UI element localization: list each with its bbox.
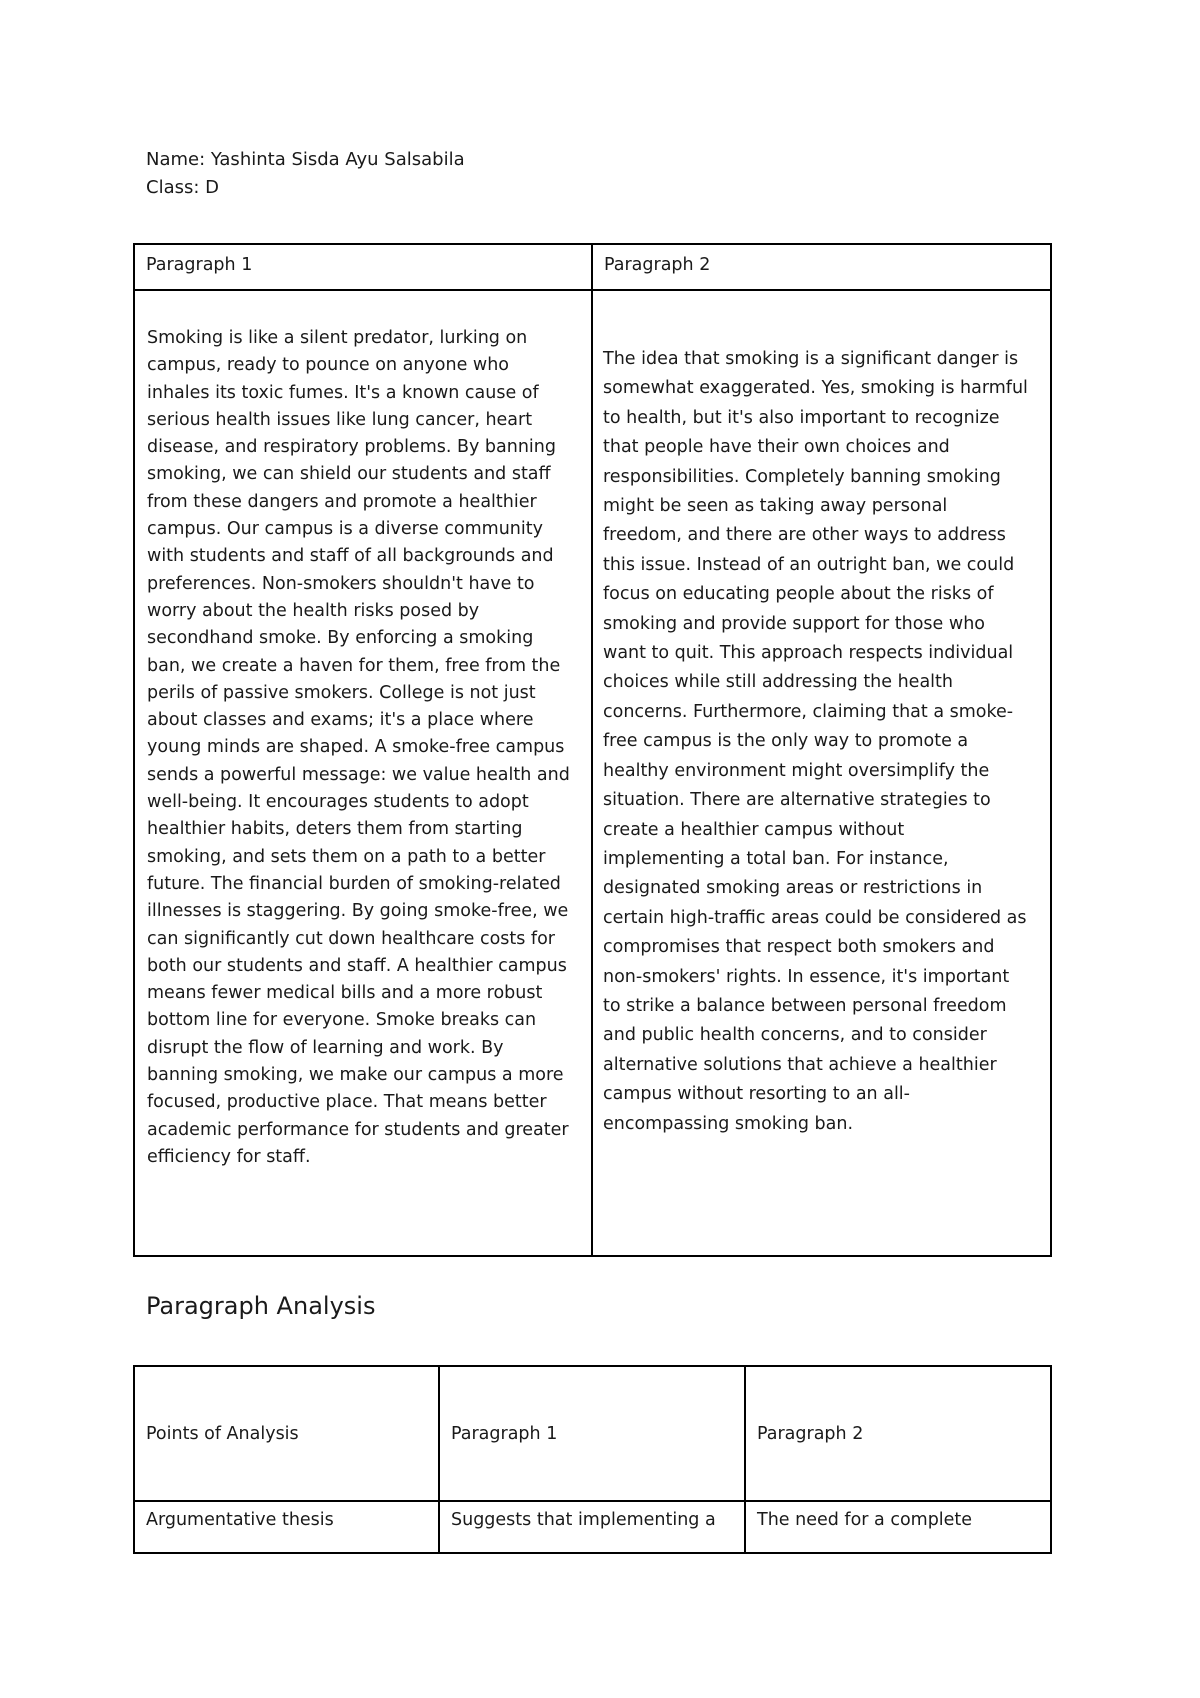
- paragraph-line: concerns. Furthermore, claiming that a smoke-: [603, 701, 1014, 722]
- paragraphs-table-body: [134, 290, 1051, 1256]
- paragraph-line: smoking and provide support for those who: [603, 613, 985, 634]
- paragraph-line: disease, and respiratory problems. By banning: [147, 437, 556, 458]
- analysis-header-paragraph2: Paragraph 2: [745, 1366, 1051, 1501]
- paragraph-line: ban, we create a haven for them, free from the: [147, 655, 561, 676]
- paragraph-line: means fewer medical bills and a more robust: [147, 983, 543, 1004]
- paragraph-line: smoking, we can shield our students and staff: [147, 464, 551, 485]
- paragraph-line: want to quit. This approach respects individual: [603, 643, 1014, 664]
- paragraph-line: serious health issues like lung cancer, heart: [147, 409, 533, 430]
- paragraph-line: campus. Our campus is a diverse community: [147, 519, 543, 540]
- analysis-row-paragraph2: The need for a complete: [745, 1501, 1051, 1553]
- paragraph-line: to strike a balance between personal freedom: [603, 995, 1007, 1016]
- analysis-row-paragraph1: Suggests that implementing a: [439, 1501, 745, 1553]
- student-name: Name: Yashinta Sisda Ayu Salsabila: [146, 149, 465, 170]
- paragraph-line: secondhand smoke. By enforcing a smoking: [147, 628, 534, 649]
- paragraph1-header-cell: [134, 244, 592, 290]
- paragraph-line: can significantly cut down healthcare costs for: [147, 928, 555, 949]
- paragraph1-cell: [134, 290, 592, 1256]
- paragraph-line: that people have their own choices and: [603, 437, 950, 458]
- paragraph-line: efficiency for staff.: [147, 1146, 311, 1167]
- paragraph2-cell: [592, 290, 1051, 1256]
- paragraph-line: healthy environment might oversimplify the: [603, 760, 990, 781]
- paragraph1-header: Paragraph 1: [146, 255, 253, 275]
- analysis-table: [133, 1365, 1052, 1554]
- paragraph1-text: [135, 291, 591, 1171]
- paragraph-line: create a healthier campus without: [603, 819, 905, 840]
- paragraph-line: inhales its toxic fumes. It's a known cause of: [147, 382, 539, 403]
- paragraph-line: designated smoking areas or restrictions in: [603, 878, 983, 899]
- paragraph-line: healthier habits, deters them from starting: [147, 819, 523, 840]
- paragraph-line: about classes and exams; it's a place where: [147, 710, 534, 731]
- paragraph-line: somewhat exaggerated. Yes, smoking is harmful: [603, 378, 1028, 399]
- paragraph-line: implementing a total ban. For instance,: [603, 848, 949, 869]
- analysis-table-row: [134, 1501, 1051, 1553]
- paragraph-line: certain high-traffic areas could be considered as: [603, 907, 1027, 928]
- paragraph-line: perils of passive smokers. College is not just: [147, 682, 536, 703]
- paragraph-line: from these dangers and promote a healthier: [147, 491, 537, 512]
- paragraph-line: compromises that respect both smokers and: [603, 937, 995, 958]
- paragraph-line: preferences. Non-smokers shouldn't have to: [147, 573, 535, 594]
- paragraph-line: alternative solutions that achieve a healthier: [603, 1054, 997, 1075]
- paragraph-line: responsibilities. Completely banning smoking: [603, 466, 1001, 487]
- paragraph2-header: Paragraph 2: [604, 255, 711, 275]
- paragraph-line: illnesses is staggering. By going smoke-free, we: [147, 901, 569, 922]
- paragraph-line: smoking, and sets them on a path to a better: [147, 846, 546, 867]
- paragraph-line: well-being. It encourages students to adopt: [147, 792, 529, 813]
- analysis-table-header: [134, 1366, 1051, 1501]
- paragraph-line: disrupt the flow of learning and work. By: [147, 1037, 504, 1058]
- paragraph-line: this issue. Instead of an outright ban, we could: [603, 554, 1015, 575]
- paragraph-line: The idea that smoking is a significant danger is: [603, 349, 1019, 369]
- paragraph-line: non-smokers' rights. In essence, it's important: [603, 966, 1010, 987]
- paragraph-line: banning smoking, we make our campus a more: [147, 1065, 564, 1086]
- paragraph-line: focused, productive place. That means better: [147, 1092, 547, 1113]
- paragraph-line: encompassing smoking ban.: [603, 1113, 854, 1134]
- analysis-header-points: Points of Analysis: [134, 1366, 439, 1501]
- student-class: Class: D: [146, 177, 220, 198]
- paragraph-line: focus on educating people about the risks of: [603, 584, 994, 605]
- paragraph-line: with students and staff of all backgrounds and: [147, 546, 554, 567]
- paragraph-line: choices while still addressing the health: [603, 672, 953, 693]
- paragraph-line: freedom, and there are other ways to address: [603, 525, 1006, 546]
- paragraph-line: future. The financial burden of smoking-related: [147, 873, 561, 894]
- paragraph-line: worry about the health risks posed by: [147, 600, 480, 621]
- paragraph-line: free campus is the only way to promote a: [603, 731, 969, 752]
- paragraph-line: and public health concerns, and to consider: [603, 1025, 987, 1046]
- paragraph-line: campus, ready to pounce on anyone who: [147, 355, 510, 376]
- paragraph-line: both our students and staff. A healthier campus: [147, 955, 567, 976]
- paragraph-line: situation. There are alternative strategies to: [603, 790, 991, 811]
- analysis-header-paragraph1: Paragraph 1: [439, 1366, 745, 1501]
- paragraph-line: academic performance for students and greater: [147, 1119, 569, 1140]
- paragraph-line: bottom line for everyone. Smoke breaks can: [147, 1010, 537, 1031]
- section-title: Paragraph Analysis: [146, 1292, 376, 1320]
- paragraphs-table-header: [134, 244, 1051, 290]
- paragraph2-text: [593, 291, 1050, 1139]
- paragraph-line: young minds are shaped. A smoke-free campus: [147, 737, 565, 758]
- paragraph-line: to health, but it's also important to recognize: [603, 407, 1000, 428]
- paragraphs-table: [133, 243, 1052, 1257]
- paragraph-line: sends a powerful message: we value health and: [147, 764, 570, 785]
- paragraph-line: Smoking is like a silent predator, lurking on: [147, 328, 528, 348]
- paragraph-line: might be seen as taking away personal: [603, 496, 948, 517]
- paragraph-line: campus without resorting to an all-: [603, 1084, 910, 1105]
- paragraph2-header-cell: [592, 244, 1051, 290]
- analysis-row-point: Argumentative thesis: [134, 1501, 439, 1553]
